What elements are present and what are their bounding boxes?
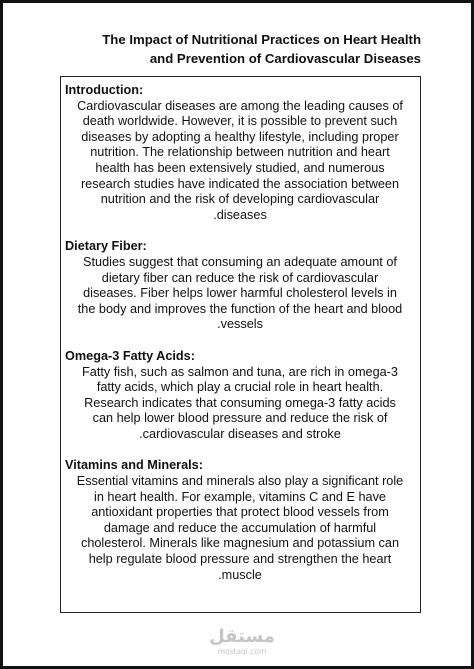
section-heading: Omega-3 Fatty Acids: [65,348,195,363]
document-title: The Impact of Nutritional Practices on Heart Health and Prevention of Cardiovascular Diseases [102,32,421,66]
content-box [60,76,421,613]
section-heading: Introduction: [65,83,144,97]
section-introduction [65,83,415,223]
section-omega-3 [65,349,415,443]
section-heading: Vitamins and Minerals: [65,458,203,473]
section-body: Fatty fish, such as salmon and tuna, are rich in omega-3 fatty acids, which play a crucial role in heart health. Research indicates that consuming omega-3 fatty acids can help lower blood pressure and reduce the risk of .cardiovascular diseases and stroke [82,364,398,441]
section-dietary-fiber [65,239,415,333]
watermark-url: mostaql.com [217,647,267,656]
watermark-logo: مستقل [209,626,275,647]
section-vitamins-minerals [65,458,415,583]
mostaql-watermark [207,627,277,661]
section-heading: Dietary Fiber: [65,239,147,254]
section-body: Cardiovascular diseases are among the leading causes of death worldwide. However, it is possible to prevent such diseases by adopting a healthy lifestyle, including proper nutrition. The relationship between nutrition and heart health has been extensively studied, and numerous research studies have indicated the association between nutrition and the risk of developing cardiovascular .diseases [77,98,403,222]
section-body: Studies suggest that consuming an adequate amount of dietary fiber can reduce the risk of cardiovascular diseases. Fiber helps lower harmful cholesterol levels in the body and improves the function of the heart and blood .vessels [77,254,403,332]
section-body: Essential vitamins and minerals also play a significant role in heart health. For example, vitamins C and E have antioxidant properties that protect blood vessels from damage and reduce the accumulation of harmful cholesterol. Minerals like magnesium and potassium can help regulate blood pressure and strengthen the heart .muscle [76,474,404,582]
